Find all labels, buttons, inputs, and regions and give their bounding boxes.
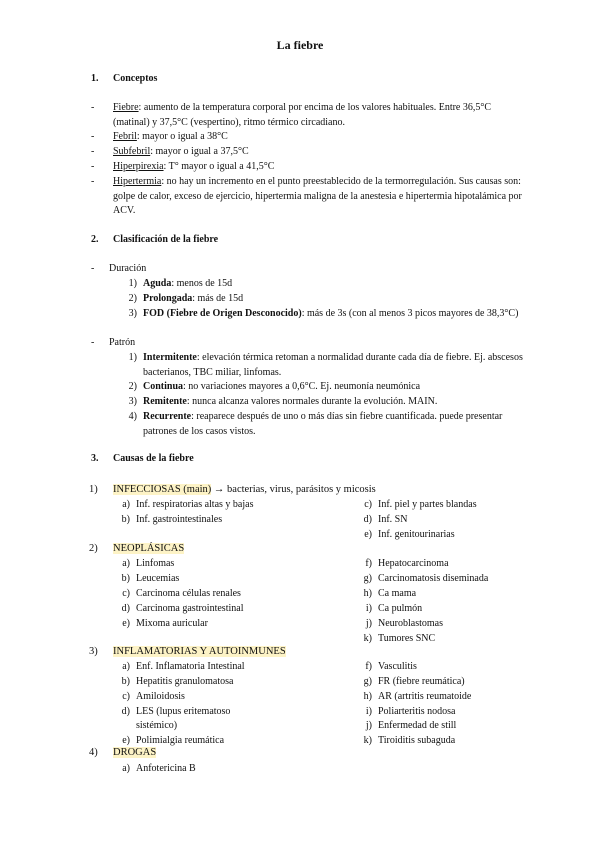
- highlighted-label: DROGAS: [113, 747, 157, 758]
- list-item: a) Anfotericina B: [122, 763, 196, 774]
- bullet-dash: -: [91, 146, 95, 157]
- list-item: c) Carcinoma células renales: [122, 588, 241, 599]
- list-item: a) Inf. respiratorias altas y bajas: [122, 499, 254, 510]
- list-item: e) Mixoma auricular: [122, 618, 208, 629]
- bullet-dash: -: [91, 337, 95, 348]
- patron-item-remitente: 3) Remitente: nunca alcanza valores normales durante la evolución. MAIN.: [128, 396, 438, 407]
- list-item: i) Ca pulmón: [365, 603, 423, 614]
- bullet-dash: -: [91, 131, 95, 142]
- section-number: 2.: [91, 234, 99, 245]
- concept-subfebril: [113, 145, 249, 160]
- cause-inflamatorias-header: 3) INFLAMATORIAS Y AUTOINMUNES: [89, 646, 286, 657]
- list-item-continuation: sistémico): [136, 720, 178, 731]
- list-item: h) Ca mama: [363, 588, 417, 599]
- concept-term: Febril: [113, 131, 137, 142]
- section-title: Conceptos: [113, 73, 158, 84]
- list-item: f) Hepatocarcinoma: [365, 558, 449, 569]
- concept-text: : no hay un incremento en el punto preestablecido de la termorregulación. Sus causas son: golpe de calor, exceso de ejercicio, hipertermia maligna de la anestesia e hipertermia hipotalámica por ACV.: [113, 176, 522, 217]
- list-item: e) Polimialgia reumática: [122, 735, 225, 746]
- bullet-dash: -: [91, 263, 95, 274]
- list-item: i) Poliarteritis nodosa: [365, 706, 456, 717]
- concept-hiperpirexia: [113, 160, 274, 175]
- list-item: b) Leucemias: [121, 573, 180, 584]
- duracion-label: Duración: [109, 263, 147, 274]
- list-item: g) FR (fiebre reumática): [363, 676, 465, 687]
- list-item: k) Tumores SNC: [363, 633, 436, 644]
- concept-term: Subfebril: [113, 146, 151, 157]
- page-title: La fiebre: [276, 38, 324, 52]
- concept-text: : T° mayor o igual a 41,5°C: [163, 161, 275, 172]
- list-item: b) Hepatitis granulomatosa: [121, 676, 234, 687]
- list-item: a) Enf. Inflamatoria Intestinal: [122, 661, 245, 672]
- list-item: e) Inf. genitourinarias: [364, 529, 455, 540]
- highlighted-label: NEOPLÁSICAS: [113, 543, 185, 554]
- highlighted-label: INFLAMATORIAS Y AUTOINMUNES: [113, 646, 286, 657]
- list-item: c) Amiloidosis: [122, 691, 185, 702]
- highlighted-label: INFECCIOSAS (main): [113, 484, 212, 495]
- bullet-dash: -: [91, 102, 95, 113]
- list-item: h) AR (artritis reumatoide: [363, 691, 472, 702]
- list-item: g) Carcinomatosis diseminada: [363, 573, 489, 584]
- concept-febril: [113, 130, 228, 145]
- patron-label: Patrón: [109, 337, 136, 348]
- concept-term: Hipertermia: [113, 176, 162, 187]
- list-item: j) Neuroblastomas: [365, 618, 443, 629]
- duracion-item-aguda: 1) Aguda: menos de 15d: [128, 278, 233, 289]
- bullet-dash: -: [91, 161, 95, 172]
- concept-hipertermia: [113, 175, 523, 219]
- patron-item-intermitente: 1) Intermitente: elevación térmica retoman a normalidad durante cada día de fiebre. Ej. abscesos bacterianos, TBC miliar, linfomas.: [128, 352, 523, 378]
- list-item: b) Inf. gastrointestinales: [121, 514, 223, 525]
- concept-fiebre: [113, 101, 523, 130]
- section-2-heading: [91, 233, 218, 248]
- concept-text: : mayor o igual a 38°C: [136, 131, 228, 142]
- list-item: d) LES (lupus eritematoso: [121, 706, 231, 717]
- cause-drogas-header: 4) DROGAS: [89, 747, 157, 758]
- concept-term: Fiebre: [113, 102, 139, 113]
- section-title: Causas de la fiebre: [113, 453, 194, 464]
- patron-item-recurrente: 4) Recurrente: reaparece después de uno o más días sin fiebre cuantificada. puede presentar patrones de los casos vistos.: [128, 411, 503, 437]
- list-item: f) Vasculitis: [365, 661, 417, 672]
- list-item: d) Carcinoma gastrointestinal: [121, 603, 244, 614]
- list-item: j) Enfermedad de still: [365, 720, 457, 731]
- bullet-dash: -: [91, 176, 95, 187]
- section-3-heading: [91, 452, 194, 467]
- section-title: Clasificación de la fiebre: [113, 234, 219, 245]
- list-item: a) Linfomas: [122, 558, 175, 569]
- cause-infecciosas-header: 1) INFECCIOSAS (main) → bacterias, virus, parásitos y micosis: [89, 484, 376, 495]
- list-item: c) Inf. piel y partes blandas: [364, 499, 477, 510]
- section-number: 3.: [91, 453, 99, 464]
- duracion-item-prolongada: 2) Prolongada: más de 15d: [128, 293, 244, 304]
- cause-neoplasicas-header: 2) NEOPLÁSICAS: [89, 543, 185, 554]
- duracion-item-fod: 3) FOD (Fiebre de Origen Desconocido): más de 3s (con al menos 3 picos mayores de 38,3°C): [128, 308, 519, 319]
- section-1-heading: [91, 72, 157, 87]
- arrow-icon: →: [213, 484, 225, 495]
- section-number: 1.: [91, 73, 99, 84]
- concept-term: Hiperpirexia: [113, 161, 164, 172]
- list-item: k) Tiroiditis subaguda: [363, 735, 456, 746]
- concept-text: : mayor o igual a 37,5°C: [150, 146, 249, 157]
- concept-text: : aumento de la temperatura corporal por encima de los valores habituales. Entre 36,5°C (matinal) y 37,5°C (vespertino), ritmo térmico circadiano.: [113, 102, 492, 128]
- list-item: d) Inf. SN: [363, 514, 408, 525]
- patron-item-continua: 2) Continua: no variaciones mayores a 0,6°C. Ej. neumonía neumónica: [128, 381, 421, 392]
